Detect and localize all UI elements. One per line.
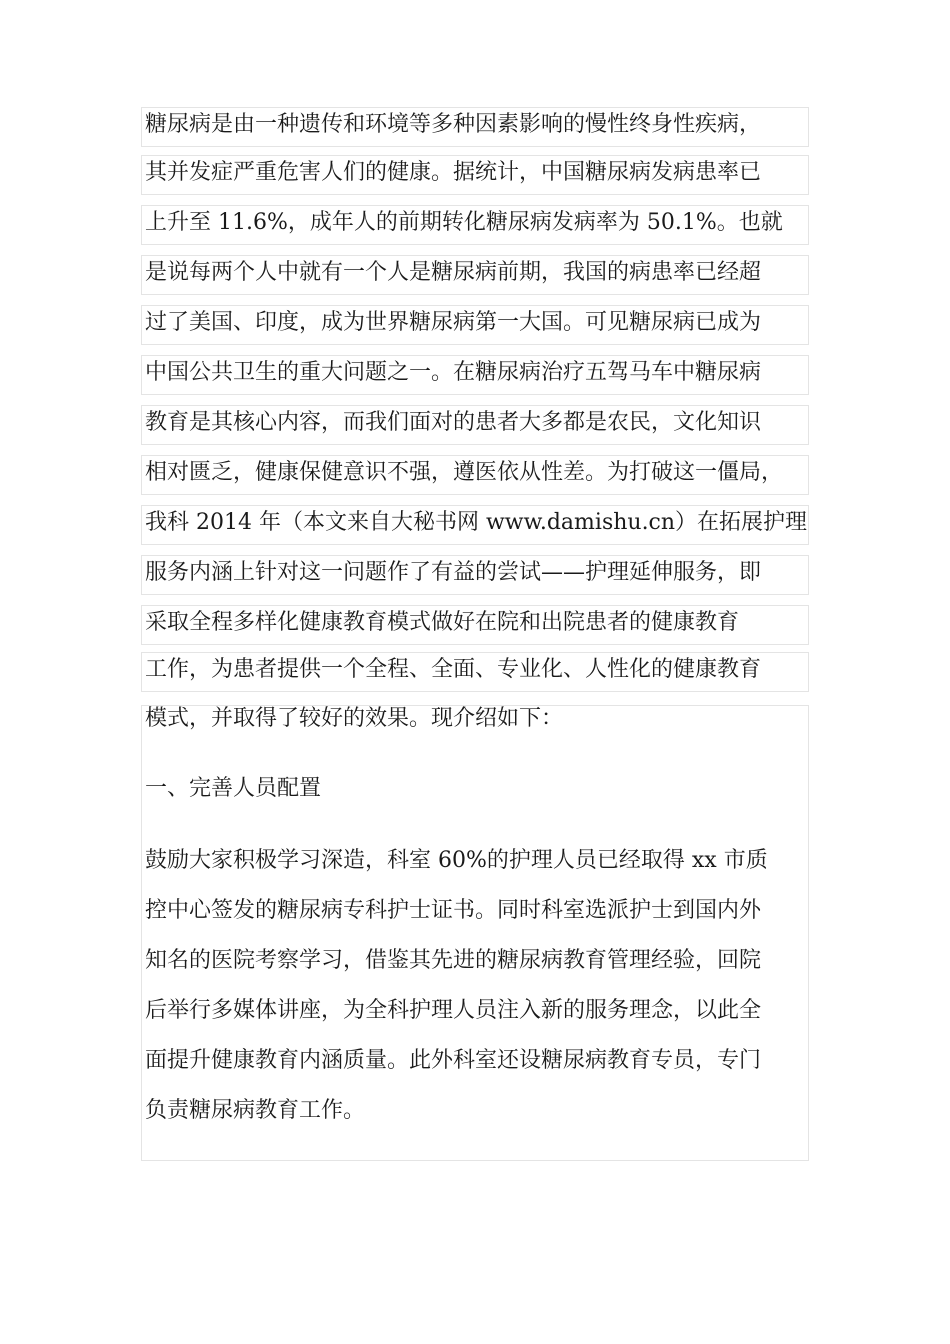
intro-line <box>141 405 809 445</box>
intro-line <box>141 205 809 245</box>
intro-line-text: 其并发症严重危害人们的健康。据统计，中国糖尿病发病患率已 <box>145 160 762 185</box>
intro-line-text: 中国公共卫生的重大问题之一。在糖尿病治疗五驾马车中糖尿病 <box>145 360 762 385</box>
intro-line <box>141 255 809 295</box>
intro-line-text: 工作，为患者提供一个全程、全面、专业化、人性化的健康教育 <box>145 657 762 682</box>
intro-line-text: 服务内涵上针对这一问题作了有益的尝试——护理延伸服务，即 <box>145 560 762 585</box>
section-line: 后举行多媒体讲座，为全科护理人员注入新的服务理念，以此全 <box>145 998 762 1023</box>
intro-line <box>141 605 809 645</box>
intro-line-text: 上升至 11.6%，成年人的前期转化糖尿病发病率为 50.1%。也就 <box>145 210 783 235</box>
intro-line <box>141 455 809 495</box>
section-line: 面提升健康教育内涵质量。此外科室还设糖尿病教育专员，专门 <box>145 1048 762 1073</box>
intro-line-text: 教育是其核心内容，而我们面对的患者大多都是农民，文化知识 <box>145 410 762 435</box>
intro-last-line: 模式，并取得了较好的效果。现介绍如下： <box>145 706 564 731</box>
intro-line <box>141 652 809 692</box>
intro-line <box>141 505 809 545</box>
section-line: 鼓励大家积极学习深造，科室 60%的护理人员已经取得 xx 市质 <box>145 848 768 873</box>
section-line: 知名的医院考察学习，借鉴其先进的糖尿病教育管理经验，回院 <box>145 948 762 973</box>
section-line: 负责糖尿病教育工作。 <box>145 1098 366 1123</box>
intro-line-text: 糖尿病是由一种遗传和环境等多种因素影响的慢性终身性疾病， <box>145 112 762 137</box>
intro-line <box>141 107 809 147</box>
section-line: 控中心签发的糖尿病专科护士证书。同时科室选派护士到国内外 <box>145 898 762 923</box>
intro-line-text: 相对匮乏，健康保健意识不强，遵医依从性差。为打破这一僵局， <box>145 460 784 485</box>
section-heading: 一、完善人员配置 <box>145 776 322 801</box>
intro-line-text: 是说每两个人中就有一个人是糖尿病前期，我国的病患率已经超 <box>145 260 762 285</box>
intro-line <box>141 305 809 345</box>
intro-line <box>141 555 809 595</box>
intro-line-text: 采取全程多样化健康教育模式做好在院和出院患者的健康教育 <box>145 610 740 635</box>
intro-line-text: 我科 2014 年（本文来自大秘书网 www.damishu.cn）在拓展护理 <box>145 510 808 535</box>
intro-line <box>141 155 809 195</box>
intro-line <box>141 355 809 395</box>
intro-line-text: 过了美国、印度，成为世界糖尿病第一大国。可见糖尿病已成为 <box>145 310 762 335</box>
